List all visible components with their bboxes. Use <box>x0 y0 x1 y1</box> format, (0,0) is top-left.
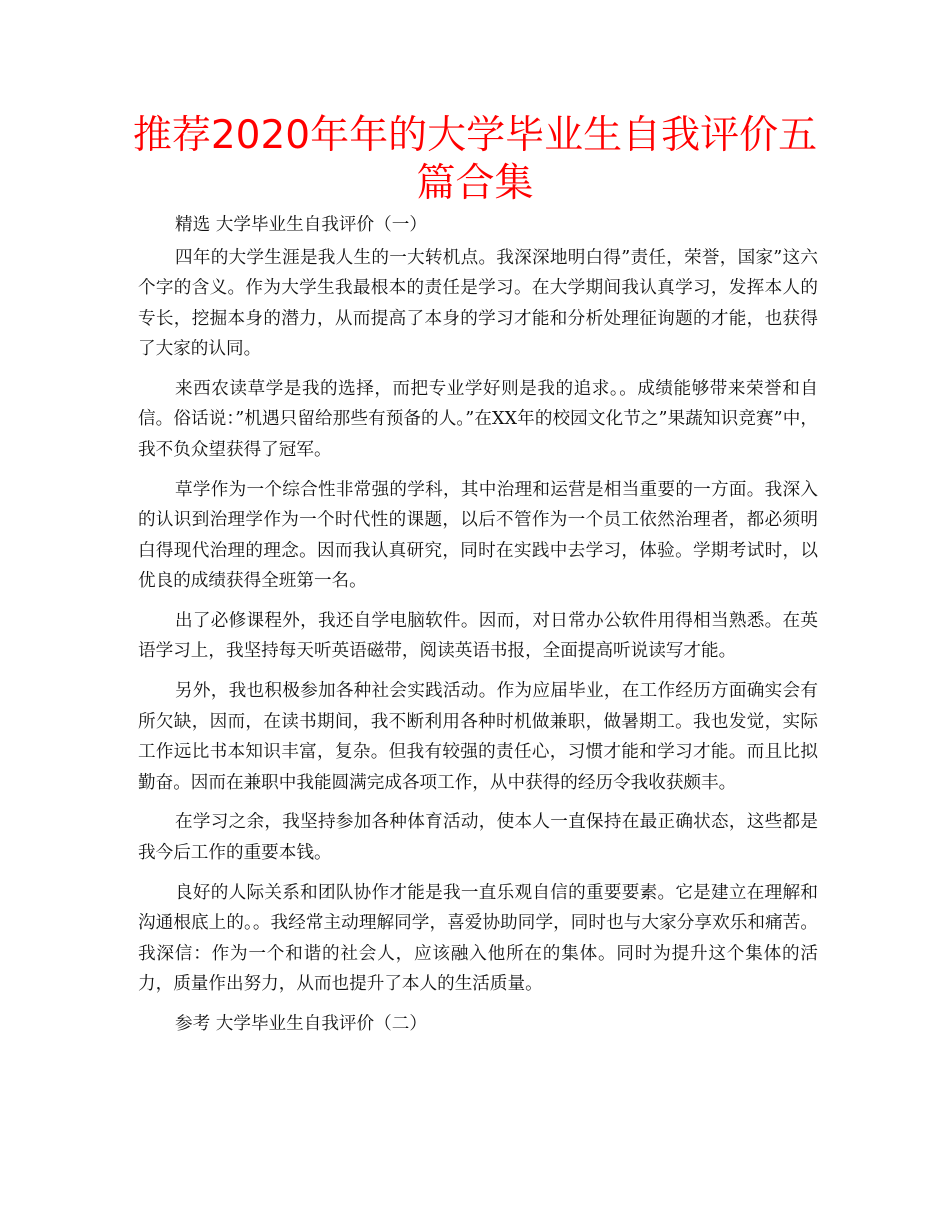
body-paragraph: 出了必修课程外，我还自学电脑软件。因而，对日常办公软件用得相当熟悉。在英语学习上，我坚持每天听英语磁带，阅读英语书报，全面提高听说读写才能。 <box>138 610 818 662</box>
body-paragraph: 草学作为一个综合性非常强的学科，其中治理和运营是相当重要的一方面。我深入的认识到治理学作为一个时代性的课题，以后不管作为一个员工依然治理者，都必须明白得现代治理的理念。因而我认真研究，同时在实践中去学习，体验。学期考试时，以优良的成绩获得全班第一名。 <box>138 479 818 592</box>
document-body <box>138 210 818 1042</box>
body-paragraph: 在学习之余，我坚持参加各种体育活动，使本人一直保持在最正确状态，这些都是我今后工作的重要本钱。 <box>138 812 818 863</box>
body-paragraph: 四年的大学生涯是我人生的一大转机点。我深深地明白得”责任，荣誉，国家”这六个字的含义。作为大学生我最根本的责任是学习。在大学期间我认真学习，发挥本人的专长，挖掘本身的潜力，从而提高了本身的学习才能和分析处理征询题的才能，也获得了大家的认同。 <box>138 247 818 359</box>
body-paragraph: 良好的人际关系和团队协作才能是我一直乐观自信的重要要素。它是建立在理解和沟通根底上的。。我经常主动理解同学，喜爱协助同学，同时也与大家分享欢乐和痛苦。我深信：作为一个和谐的社会人，应该融入他所在的集体。同时为提升这个集体的活力，质量作出努力，从而也提升了本人的生活质量。 <box>138 882 818 995</box>
section-heading: 参考 大学毕业生自我评价（二） <box>175 1014 427 1035</box>
body-paragraph: 另外，我也积极参加各种社会实践活动。作为应届毕业，在工作经历方面确实会有所欠缺，因而，在读书期间，我不断利用各种时机做兼职，做暑期工。我也发觉，实际工作远比书本知识丰富，复杂。但我有较强的责任心，习惯才能和学习才能。而且比拟勤奋。因而在兼职中我能圆满完成各项工作，从中获得的经历令我收获颇丰。 <box>138 681 818 793</box>
section-heading: 精选 大学毕业生自我评价（一） <box>175 215 427 235</box>
document-title: 推荐2020年年的大学毕业生自我评价五篇合集 <box>132 113 818 206</box>
body-paragraph: 来西农读草学是我的选择，而把专业学好则是我的追求。。成绩能够带来荣誉和自信。俗话说：”机遇只留给那些有预备的人。”在XX年的校园文化节之”果蔬知识竞赛”中，我不负众望获得了冠军。 <box>138 378 818 460</box>
